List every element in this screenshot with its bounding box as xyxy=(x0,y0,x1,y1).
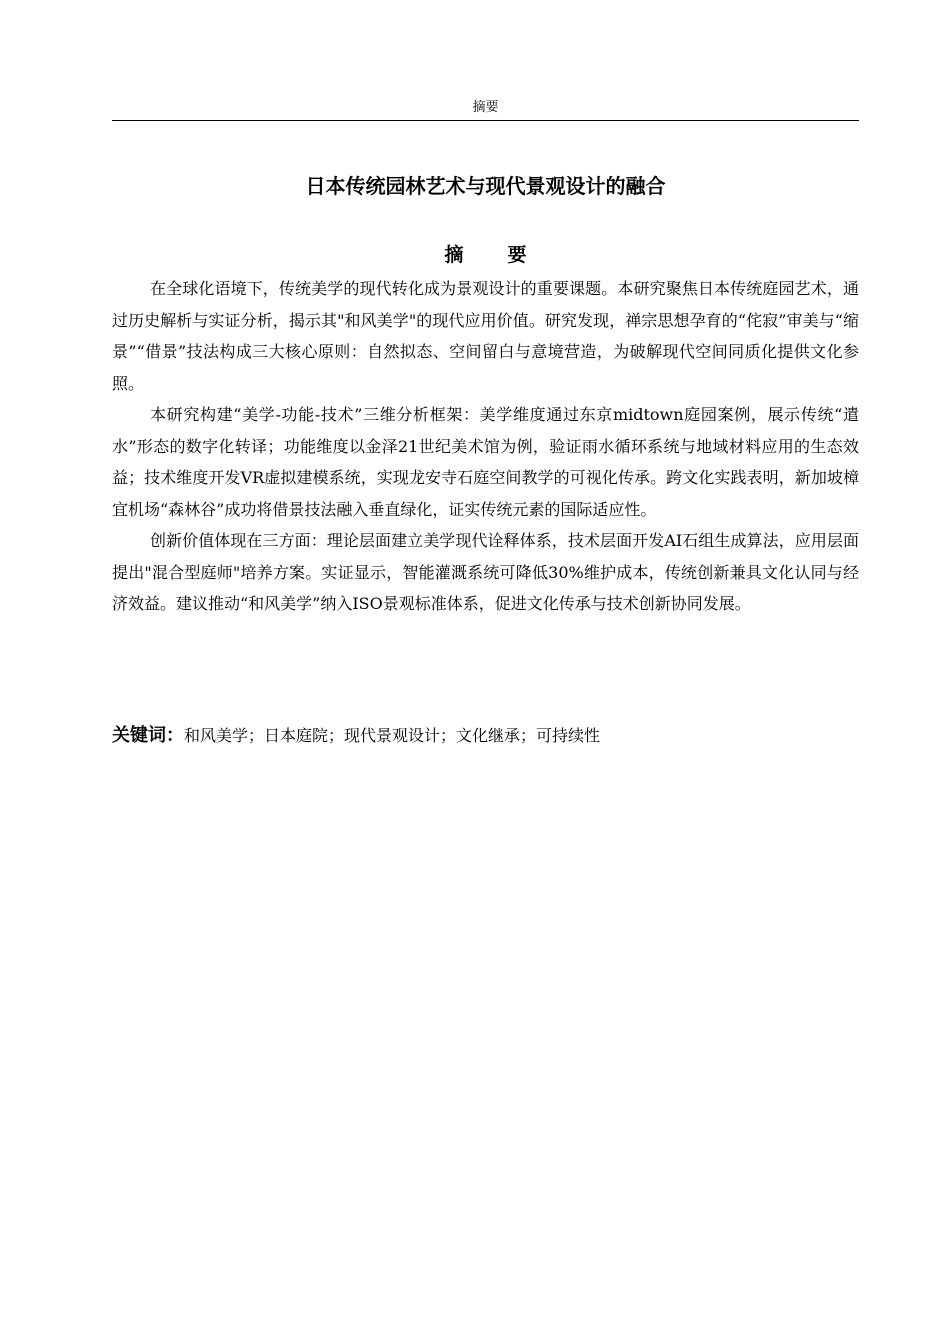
abstract-paragraph: 在全球化语境下，传统美学的现代转化成为景观设计的重要课题。本研究聚焦日本传统庭园艺术，通过历史解析与实证分析，揭示其"和风美学"的现代应用价值。研究发现，禅宗思想孕育的“侘寂”审美与“缩景”“借景”技法构成三大核心原则：自然拟态、空间留白与意境营造，为破解现代空间同质化提供文化参照。 xyxy=(112,279,859,393)
abstract-heading: 摘要 xyxy=(444,244,571,266)
keywords-label: 关键词： xyxy=(112,725,184,746)
keywords-value: 和风美学；日本庭院；现代景观设计；文化继承；可持续性 xyxy=(184,726,601,745)
abstract-paragraph: 创新价值体现在三方面：理论层面建立美学现代诠释体系，技术层面开发AI石组生成算法，应用层面提出"混合型庭师"培养方案。实证显示，智能灌溉系统可降低30%维护成本，传统创新兼具文化认同与经济效益。建议推动“和风美学”纳入ISO景观标准体系，促进文化传承与技术创新协同发展。 xyxy=(112,531,859,613)
abstract-paragraph: 本研究构建“美学-功能-技术”三维分析框架：美学维度通过东京midtown庭园案例，展示传统“遣水”形态的数字化转译；功能维度以金泽21世纪美术馆为例，验证雨水循环系统与地域材料应用的生态效益；技术维度开发VR虚拟建模系统，实现龙安寺石庭空间教学的可视化传承。跨文化实践表明，新加坡樟宜机场“森林谷”成功将借景技法融入垂直绿化，证实传统元素的国际适应性。 xyxy=(112,405,859,519)
keywords-line xyxy=(112,720,859,752)
page-header xyxy=(112,96,859,121)
document-title: 日本传统园林艺术与现代景观设计的融合 xyxy=(305,174,666,198)
abstract-body xyxy=(112,273,859,620)
running-title: 摘要 xyxy=(472,100,499,115)
